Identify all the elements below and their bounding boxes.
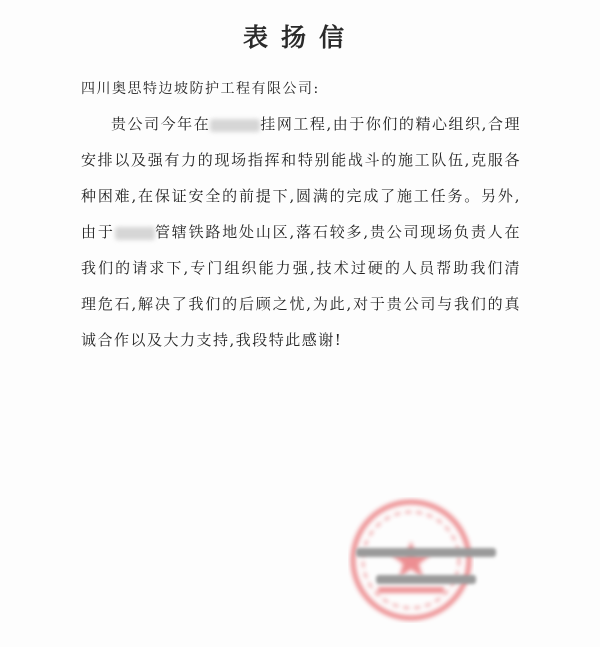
body-text-3: 管辖铁路地处山区,落石较多,贵公司现场负责人在我们的请求下,专门组织能力强,技术过硬的人员帮助我们清理危石,解决了我们的后顾之忧,为此,对于贵公司与我们的真诚合作以及大力支持,我段特此感谢! [81, 223, 521, 349]
body-text-1: 贵公司今年在 [111, 115, 211, 133]
redacted-signer [356, 548, 496, 557]
letter-title: 表扬信 [242, 23, 357, 52]
redacted-location [210, 119, 260, 132]
body-text-2: 挂网工程,由于你们的精心组织,合理安排以及强有力的现场指挥和特别能战斗的施工队伍,克服各种困难,在保证安全的前提下,圆满的完成了施工任务。另外,由于 [81, 115, 521, 241]
signature-block-redacted [356, 548, 506, 598]
redacted-date [376, 575, 476, 584]
salutation: 四川奥思特边坡防护工程有限公司: [81, 81, 320, 97]
redacted-unit [115, 227, 155, 240]
letter-body [81, 106, 521, 358]
